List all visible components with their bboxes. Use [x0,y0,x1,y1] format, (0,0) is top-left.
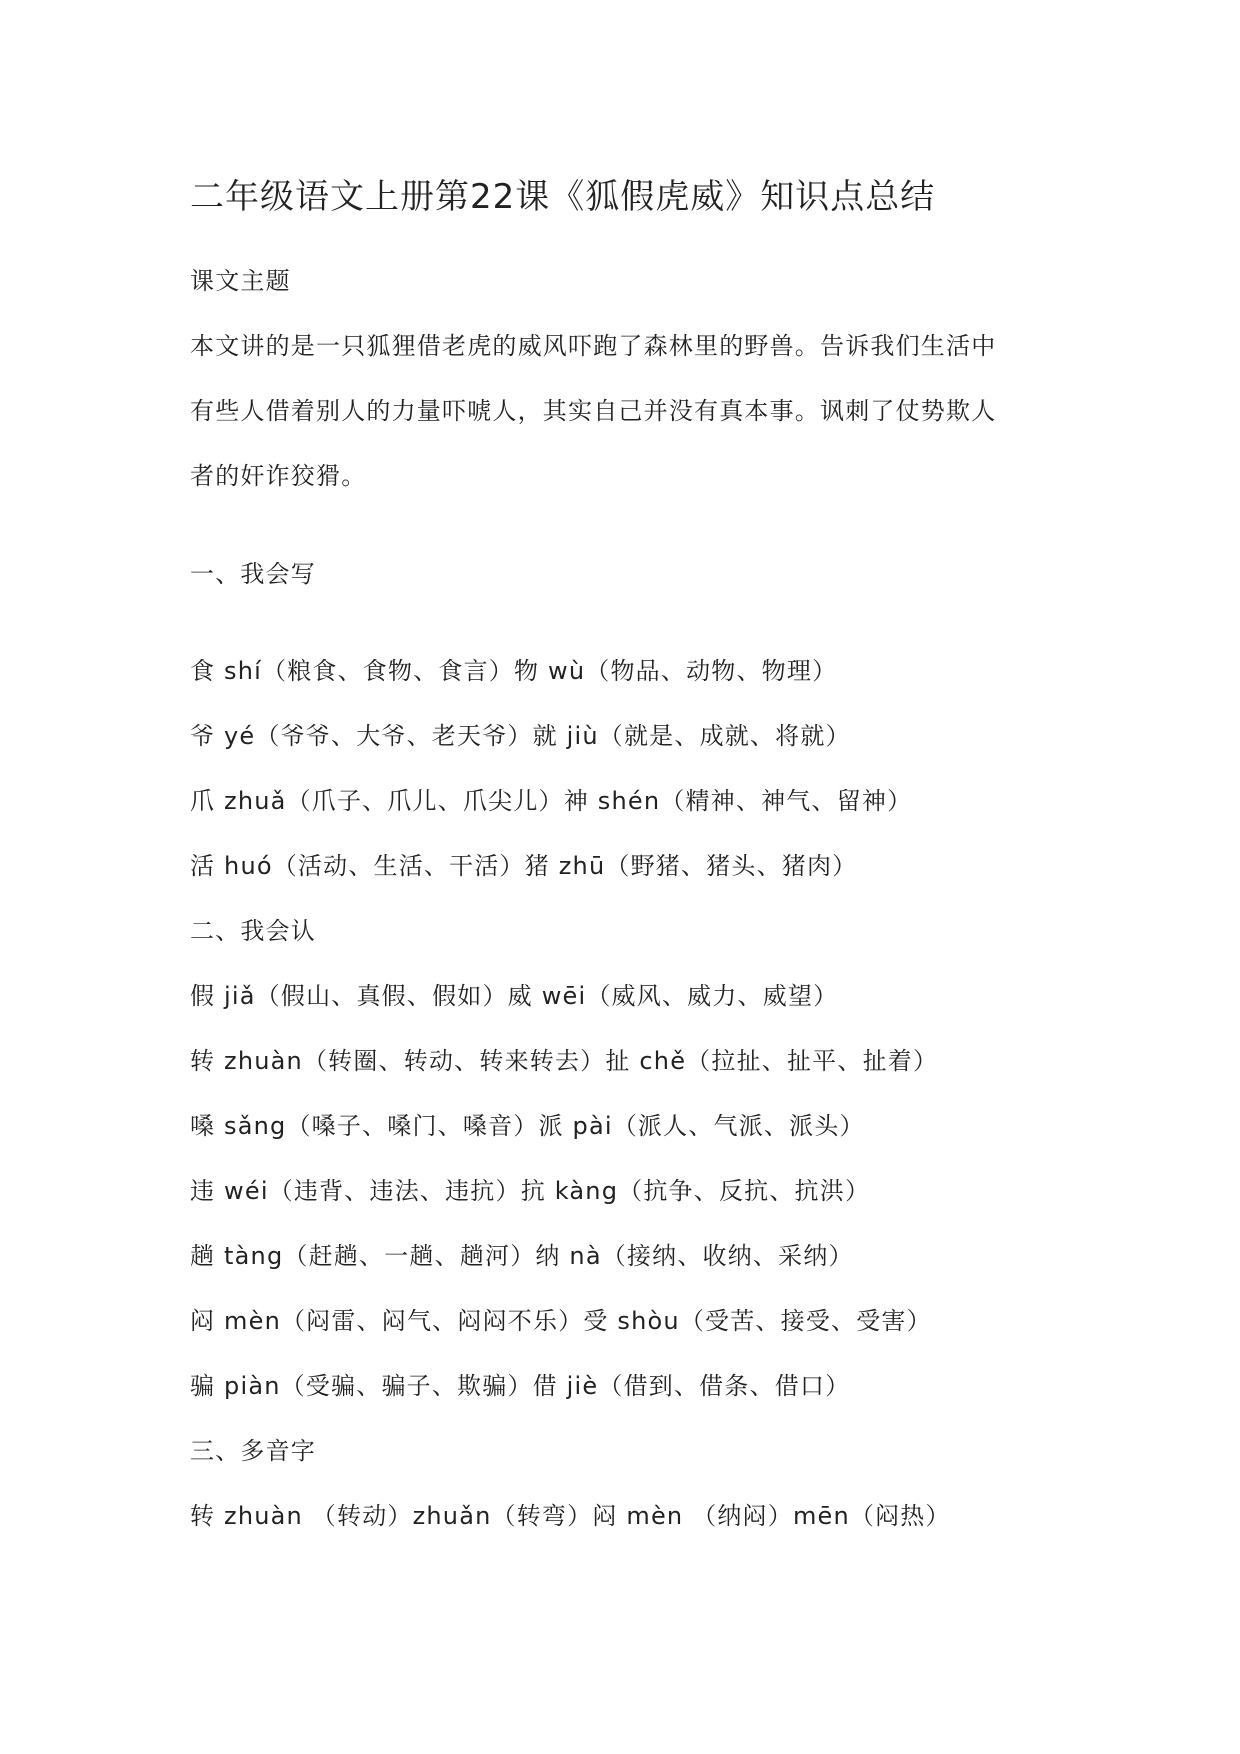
theme-line-2: 有些人借着别人的力量吓唬人，其实自己并没有真本事。讽刺了仗势欺人 [190,397,997,425]
recognize-line-2: 转 zhuàn（转圈、转动、转来转去）扯 chě（拉扯、扯平、扯着） [190,1047,939,1075]
write-line-2: 爷 yé（爷爷、大爷、老天爷）就 jiù（就是、成就、将就） [190,722,851,750]
recognize-line-4: 违 wéi（违背、违法、违抗）抗 kàng（抗争、反抗、抗洪） [190,1177,871,1205]
theme-line-3: 者的奸诈狡猾。 [190,462,367,490]
section-recognize-heading: 二、我会认 [190,917,316,945]
recognize-line-5: 趟 tàng（赶趟、一趟、趟河）纳 nà（接纳、收纳、采纳） [190,1242,854,1270]
section-write-heading: 一、我会写 [190,560,316,588]
recognize-line-7: 骗 piàn（受骗、骗子、欺骗）借 jiè（借到、借条、借口） [190,1372,851,1400]
section-polyphonic-heading: 三、多音字 [190,1437,316,1465]
write-line-4: 活 huó（活动、生活、干活）猪 zhū（野猪、猪头、猪肉） [190,852,858,880]
recognize-line-1: 假 jiǎ（假山、真假、假如）威 wēi（威风、威力、威望） [190,982,839,1010]
theme-line-1: 本文讲的是一只狐狸借老虎的威风吓跑了森林里的野兽。告诉我们生活中 [190,332,997,360]
recognize-line-6: 闷 mèn（闷雷、闷气、闷闷不乐）受 shòu（受苦、接受、受害） [190,1307,932,1335]
write-line-3: 爪 zhuǎ（爪子、爪儿、爪尖儿）神 shén（精神、神气、留神） [190,787,913,815]
polyphonic-line-1: 转 zhuàn （转动）zhuǎn（转弯）闷 mèn （纳闷）mēn（闷热） [190,1502,951,1530]
write-line-1: 食 shí（粮食、食物、食言）物 wù（物品、动物、物理） [190,657,838,685]
recognize-line-3: 嗓 sǎng（嗓子、嗓门、嗓音）派 pài（派人、气派、派头） [190,1112,865,1140]
theme-heading: 课文主题 [190,267,291,295]
document-title: 二年级语文上册第22课《狐假虎威》知识点总结 [190,177,936,217]
